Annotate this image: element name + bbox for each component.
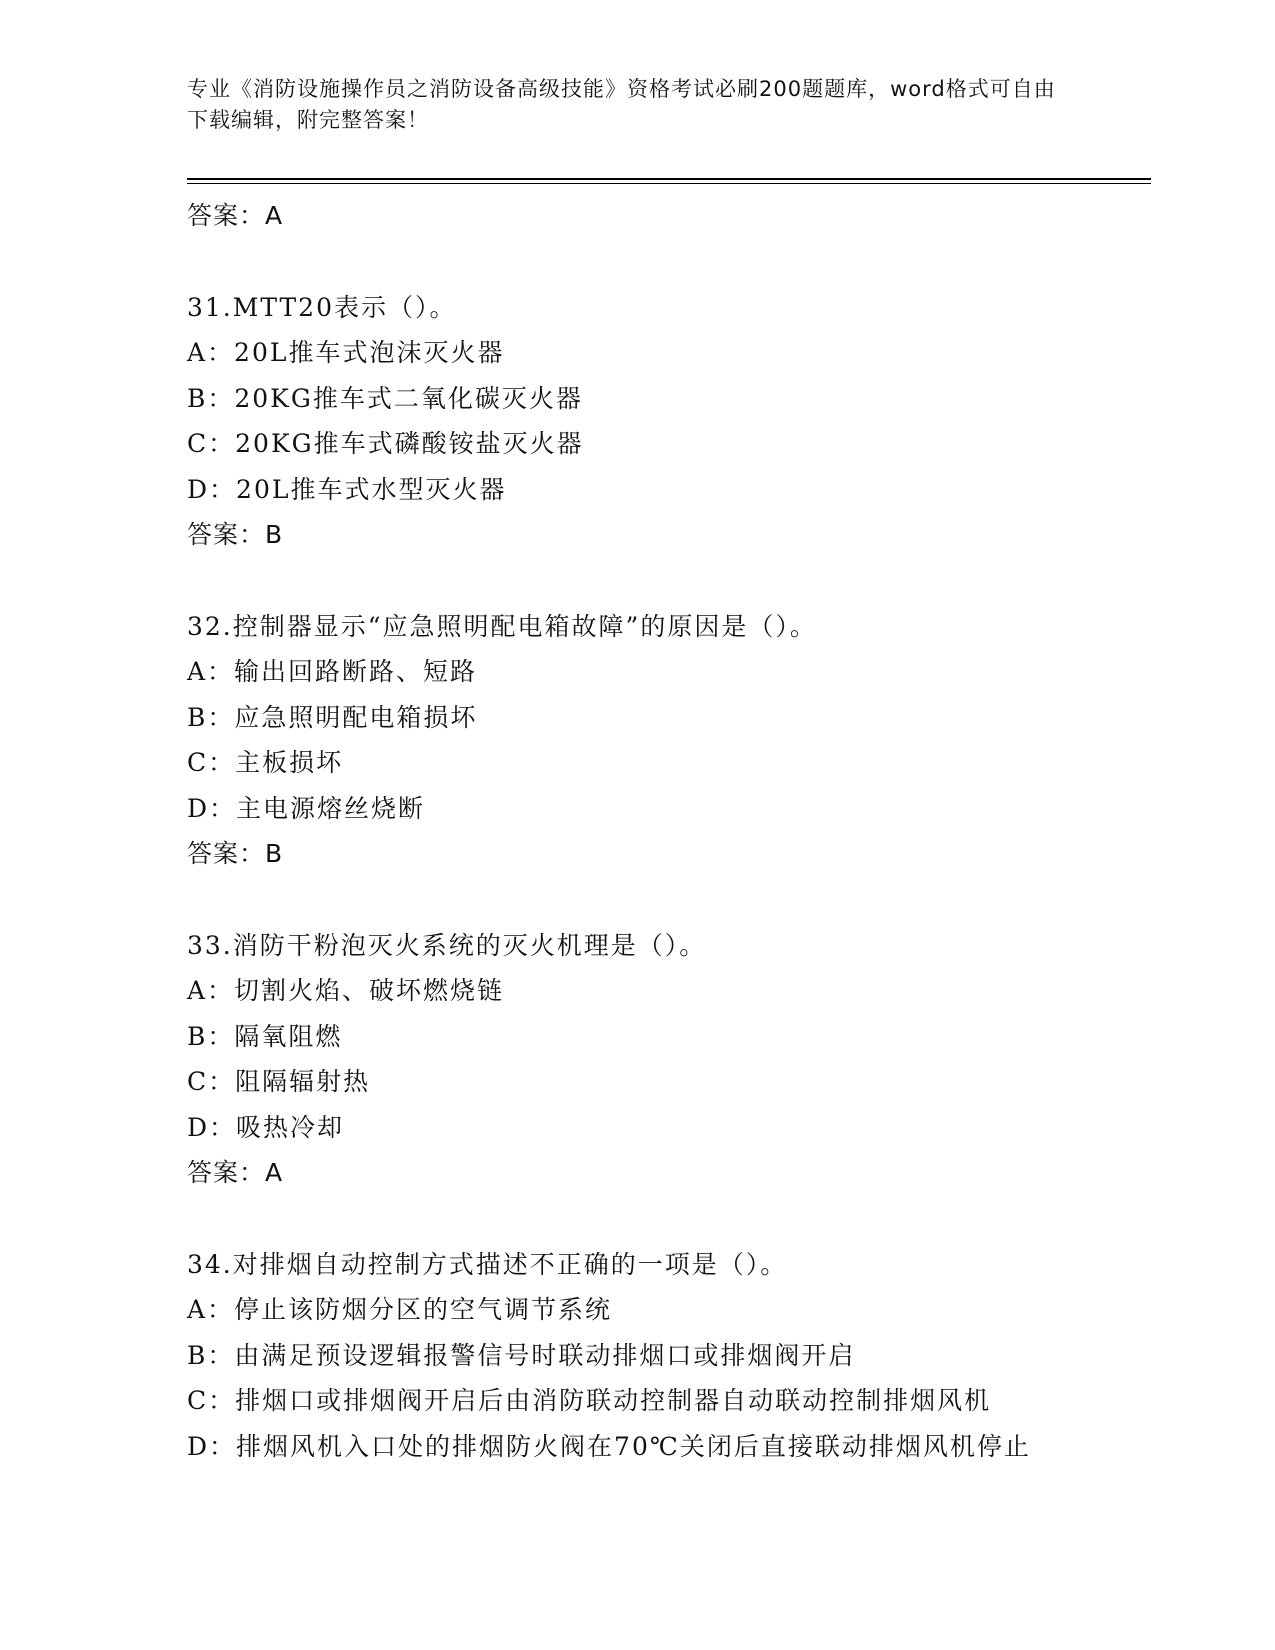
question-list xyxy=(187,193,1127,1469)
option-b: B：由满足预设逻辑报警信号时联动排烟口或排烟阀开启 xyxy=(187,1340,856,1370)
option-a: A：输出回路断路、短路 xyxy=(187,657,478,686)
option-d: D：吸热冷却 xyxy=(187,1112,345,1142)
option-c: C：排烟口或排烟阀开启后由消防联动控制器自动联动控制排烟风机 xyxy=(187,1386,992,1415)
header-rule-thin xyxy=(187,183,1151,184)
option-c: C：主板损坏 xyxy=(187,748,344,777)
option-b: B：20KG推车式二氧化碳灭火器 xyxy=(187,383,583,413)
question-title: 33.消防干粉泡灭火系统的灭火机理是（）。 xyxy=(187,930,707,960)
question-34 xyxy=(187,1242,1127,1470)
question-31 xyxy=(187,285,1127,558)
option-d: D：排烟风机入口处的排烟防火阀在70℃关闭后直接联动排烟风机停止 xyxy=(187,1431,1031,1461)
answer-line: 答案：A xyxy=(187,201,284,230)
question-title: 34.对排烟自动控制方式描述不正确的一项是（）。 xyxy=(187,1249,788,1279)
answer-line: 答案：A xyxy=(187,1158,284,1187)
option-c: C：阻隔辐射热 xyxy=(187,1067,371,1096)
option-a: A：切割火焰、破坏燃烧链 xyxy=(187,976,505,1005)
option-d: D：主电源熔丝烧断 xyxy=(187,793,426,823)
question-32 xyxy=(187,604,1127,877)
question-title: 32.控制器显示“应急照明配电箱故障”的原因是（）。 xyxy=(187,611,817,641)
option-c: C：20KG推车式磷酸铵盐灭火器 xyxy=(187,429,584,458)
question-33 xyxy=(187,923,1127,1196)
question-title: 31.MTT20表示（）。 xyxy=(187,292,457,322)
option-a: A：20L推车式泡沫灭火器 xyxy=(187,338,505,367)
option-a: A：停止该防烟分区的空气调节系统 xyxy=(187,1295,613,1324)
answer-line: 答案：B xyxy=(187,520,284,549)
header-rule xyxy=(187,178,1151,180)
option-b: B：应急照明配电箱损坏 xyxy=(187,702,478,732)
document-header: 专业《消防设施操作员之消防设备高级技能》资格考试必刷200题题库，word格式可自由下载编辑，附完整答案！ xyxy=(187,77,1056,132)
option-d: D：20L推车式水型灭火器 xyxy=(187,474,507,504)
answer-line: 答案：B xyxy=(187,839,284,868)
option-b: B：隔氧阻燃 xyxy=(187,1021,343,1051)
